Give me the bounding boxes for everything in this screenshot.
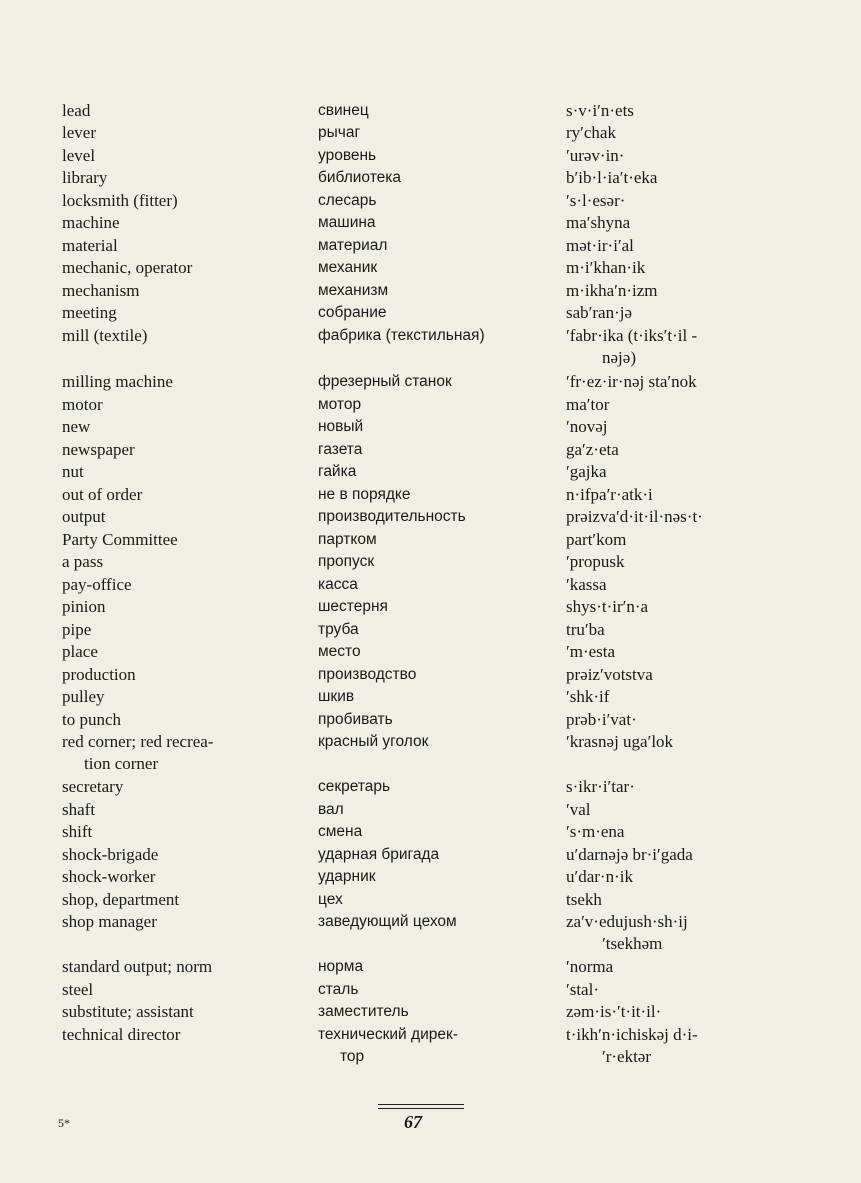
transliteration-continued: ′r·ektər: [602, 1047, 652, 1066]
glossary-entry: [0, 686, 861, 708]
russian-term: секретарь: [318, 778, 391, 795]
russian-term: ударная бригада: [318, 846, 440, 863]
transliteration: prəizva′d·it·il·nəs·t·: [566, 507, 703, 526]
russian-term: сталь: [318, 981, 359, 998]
transliteration: part′kom: [566, 530, 627, 549]
glossary-entry: [0, 145, 861, 167]
transliteration: prəb·i′vat·: [566, 710, 637, 729]
glossary-entry: [0, 416, 861, 438]
russian-term: пробивать: [318, 711, 393, 728]
russian-term: смена: [318, 823, 363, 840]
english-term: secretary: [62, 777, 124, 796]
english-term: motor: [62, 395, 103, 414]
russian-term: рычаг: [318, 124, 361, 141]
russian-term: труба: [318, 621, 359, 638]
english-term: mill (textile): [62, 326, 148, 345]
printer-signature: 5*: [58, 1116, 70, 1130]
english-term: a pass: [62, 552, 104, 571]
transliteration: sab′ran·jə: [566, 303, 633, 322]
glossary-entry: [0, 122, 861, 144]
russian-term: материал: [318, 237, 388, 254]
glossary-entry: [0, 212, 861, 234]
russian-term: шестерня: [318, 598, 388, 615]
transliteration: ′gajka: [566, 462, 607, 481]
glossary-entry: [0, 371, 861, 393]
english-term: shock-worker: [62, 867, 156, 886]
glossary-entry: [0, 551, 861, 573]
glossary-entry: [0, 821, 861, 843]
russian-term: фрезерный станок: [318, 373, 452, 390]
transliteration: ′stal·: [566, 980, 599, 999]
english-term: shock-brigade: [62, 845, 159, 864]
english-term: Party Committee: [62, 530, 178, 549]
glossary-entry: [0, 484, 861, 506]
page-number: 67: [404, 1112, 422, 1132]
english-term: steel: [62, 980, 94, 999]
english-term: shift: [62, 822, 93, 841]
russian-term: красный уголок: [318, 733, 429, 750]
glossary-entry: [0, 596, 861, 618]
english-term: locksmith (fitter): [62, 191, 178, 210]
english-term: pay-office: [62, 575, 132, 594]
transliteration: za′v·edujush·sh·ij ′tsekhəm: [566, 911, 796, 955]
english-term: machine: [62, 213, 120, 232]
russian-term: ударник: [318, 868, 376, 885]
transliteration: u′darnəjə br·i′gada: [566, 845, 693, 864]
russian-term: производство: [318, 666, 417, 683]
english-term: newspaper: [62, 440, 135, 459]
transliteration: ′krasnəj uga′lok: [566, 732, 674, 751]
english-term: milling machine: [62, 372, 173, 391]
transliteration: ga′z·eta: [566, 440, 619, 459]
english-term: level: [62, 146, 96, 165]
russian-term: собрание: [318, 304, 387, 321]
english-term: pulley: [62, 687, 105, 706]
russian-term: библиотека: [318, 169, 401, 186]
russian-term: шкив: [318, 688, 355, 705]
russian-term: свинец: [318, 102, 369, 119]
glossary-entry: [0, 439, 861, 461]
russian-term: норма: [318, 958, 364, 975]
english-term: shaft: [62, 800, 96, 819]
english-term: new: [62, 417, 91, 436]
transliteration: m·i′khan·ik: [566, 258, 646, 277]
transliteration: ′val: [566, 800, 591, 819]
russian-term: место: [318, 643, 361, 660]
english-term: production: [62, 665, 136, 684]
russian-term-continued: тор: [340, 1048, 365, 1065]
glossary-entry: [0, 979, 861, 1001]
glossary-entry: [0, 731, 861, 775]
glossary-entry: [0, 325, 861, 369]
glossary-entry: [0, 574, 861, 596]
english-term: lever: [62, 123, 96, 142]
russian-term: не в порядке: [318, 486, 411, 503]
russian-term: гайка: [318, 463, 357, 480]
transliteration: ′shk·if: [566, 687, 610, 706]
transliteration: shys·t·ir′n·a: [566, 597, 649, 616]
english-term: output: [62, 507, 106, 526]
transliteration: ′urəv·in·: [566, 146, 625, 165]
transliteration: t·ikh′n·ichiskəj d·i- ′r·ektər: [566, 1024, 796, 1068]
transliteration-continued: nəjə): [602, 348, 636, 367]
russian-term: новый: [318, 418, 364, 435]
transliteration: m·ikha′n·izm: [566, 281, 658, 300]
transliteration: u′dar·n·ik: [566, 867, 633, 886]
transliteration: tsekh: [566, 890, 602, 909]
transliteration: ′kassa: [566, 575, 607, 594]
english-term-continued: tion corner: [84, 754, 159, 773]
glossary-entry: [0, 235, 861, 257]
glossary-entry: [0, 776, 861, 798]
russian-term: вал: [318, 801, 344, 818]
english-term: meeting: [62, 303, 117, 322]
russian-term: технический дирек- тор: [318, 1024, 548, 1068]
english-term: substitute; assistant: [62, 1002, 194, 1021]
russian-term: машина: [318, 214, 376, 231]
glossary-entry: [0, 190, 861, 212]
glossary-entry: [0, 866, 861, 888]
glossary-entry: [0, 619, 861, 641]
russian-term: цех: [318, 891, 343, 908]
glossary-entry: [0, 167, 861, 189]
transliteration: b′ib·l·ia′t·eka: [566, 168, 658, 187]
transliteration: ′m·esta: [566, 642, 616, 661]
glossary-entry: [0, 956, 861, 978]
footer-rule-top: [378, 1104, 464, 1105]
english-term: material: [62, 236, 118, 255]
transliteration: n·ifpa′r·atk·i: [566, 485, 653, 504]
english-term: red corner; red recrea- tion corner: [62, 731, 302, 775]
english-term: library: [62, 168, 108, 187]
glossary-entry: [0, 641, 861, 663]
transliteration: tru′ba: [566, 620, 605, 639]
russian-term: уровень: [318, 147, 377, 164]
glossary-entry: [0, 664, 861, 686]
glossary-entry: [0, 799, 861, 821]
glossary-entry: [0, 394, 861, 416]
russian-term: механик: [318, 259, 378, 276]
english-term: shop, department: [62, 890, 180, 909]
glossary-entry: [0, 889, 861, 911]
english-term: technical director: [62, 1025, 181, 1044]
transliteration: mət·ir·i′al: [566, 236, 634, 255]
english-term: out of order: [62, 485, 143, 504]
english-term: mechanism: [62, 281, 140, 300]
glossary-entry: [0, 257, 861, 279]
transliteration: ′s·m·ena: [566, 822, 625, 841]
russian-term: пропуск: [318, 553, 375, 570]
english-term: mechanic, operator: [62, 258, 193, 277]
transliteration: s·v·i′n·ets: [566, 101, 634, 120]
transliteration: ′fabr·ika (t·iks′t·il - nəjə): [566, 325, 796, 369]
english-term: pipe: [62, 620, 92, 639]
russian-term: заведующий цехом: [318, 913, 457, 930]
russian-term: механизм: [318, 282, 389, 299]
transliteration: ′norma: [566, 957, 614, 976]
glossary-entry: [0, 1001, 861, 1023]
glossary-entry: [0, 844, 861, 866]
transliteration: ′propusk: [566, 552, 625, 571]
russian-term: заместитель: [318, 1003, 409, 1020]
transliteration-continued: ′tsekhəm: [602, 934, 663, 953]
footer-rule-bottom: [378, 1108, 464, 1109]
russian-term: партком: [318, 531, 377, 548]
glossary-entry: [0, 506, 861, 528]
transliteration: ′s·l·esər·: [566, 191, 626, 210]
english-term: nut: [62, 462, 84, 481]
glossary-entry: [0, 911, 861, 955]
glossary-entry: [0, 529, 861, 551]
transliteration: ′fr·ez·ir·nəj sta′nok: [566, 372, 697, 391]
glossary-entry: [0, 461, 861, 483]
transliteration: ry′chak: [566, 123, 616, 142]
transliteration: prəiz′votstva: [566, 665, 653, 684]
russian-term: касса: [318, 576, 358, 593]
glossary-entry: [0, 709, 861, 731]
english-term: pinion: [62, 597, 106, 616]
transliteration: ′novəj: [566, 417, 608, 436]
english-term: standard output; norm: [62, 957, 213, 976]
russian-term: слесарь: [318, 192, 377, 209]
english-term: shop manager: [62, 912, 157, 931]
russian-term: мотор: [318, 396, 362, 413]
transliteration: ma′tor: [566, 395, 610, 414]
glossary-entry: [0, 1024, 861, 1068]
glossary-entry: [0, 302, 861, 324]
english-term: lead: [62, 101, 91, 120]
russian-term: фабрика (текстильная): [318, 327, 485, 344]
russian-term: газета: [318, 441, 363, 458]
glossary-entry: [0, 280, 861, 302]
transliteration: s·ikr·i′tar·: [566, 777, 635, 796]
transliteration: zəm·is·′t·it·il·: [566, 1002, 662, 1021]
glossary-entry: [0, 100, 861, 122]
english-term: place: [62, 642, 98, 661]
english-term: to punch: [62, 710, 122, 729]
transliteration: ma′shyna: [566, 213, 631, 232]
russian-term: производительность: [318, 508, 466, 525]
